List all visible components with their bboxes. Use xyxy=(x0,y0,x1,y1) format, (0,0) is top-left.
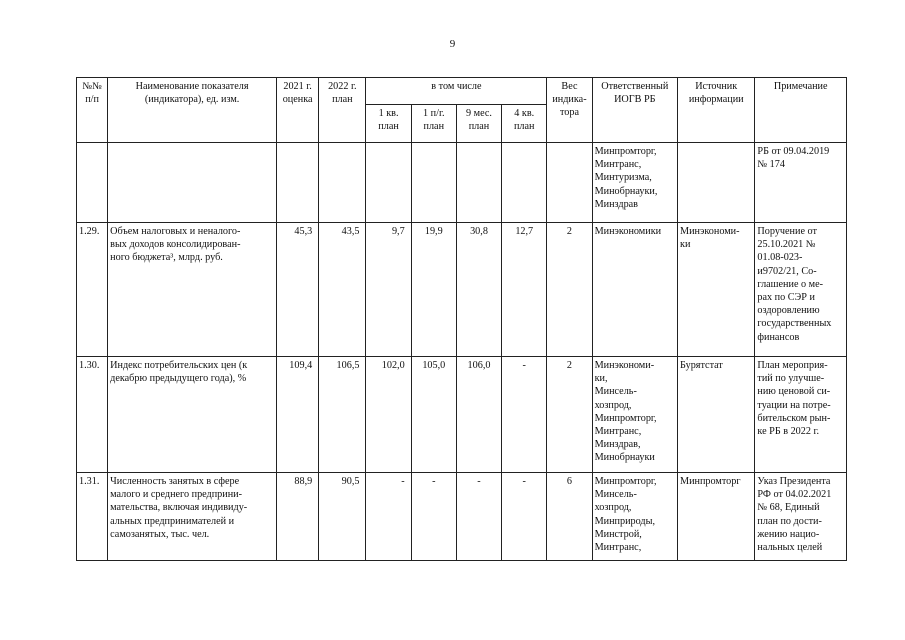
page-number: 9 xyxy=(449,38,456,50)
header-including: в том числе xyxy=(366,78,547,105)
cell-responsible: Минпромторг, Минсель- хозпрод, Минприроды, Минстрой, Минтранс, xyxy=(592,473,677,561)
cell-2022 xyxy=(319,143,366,223)
cell-num xyxy=(77,143,108,223)
cell-2021: 88,9 xyxy=(277,473,319,561)
cell-q1: - xyxy=(366,473,411,561)
table-row xyxy=(77,143,847,223)
cell-2021: 45,3 xyxy=(277,223,319,357)
cell-source: Минэкономи- ки xyxy=(678,223,755,357)
header-q1: 1 кв. план xyxy=(366,105,411,143)
header-num: №№ п/п xyxy=(77,78,108,143)
cell-q4 xyxy=(502,143,547,223)
cell-9m: - xyxy=(456,473,501,561)
cell-q4: - xyxy=(502,473,547,561)
header-2021: 2021 г. оценка xyxy=(277,78,319,143)
cell-9m xyxy=(456,143,501,223)
header-note: Примечание xyxy=(755,78,847,143)
cell-2021 xyxy=(277,143,319,223)
cell-weight xyxy=(547,143,592,223)
cell-responsible: Минэкономики xyxy=(592,223,677,357)
cell-q1 xyxy=(366,143,411,223)
cell-9m: 106,0 xyxy=(456,357,501,473)
table-row xyxy=(77,357,847,473)
cell-2021: 109,4 xyxy=(277,357,319,473)
cell-name: Численность занятых в сфере малого и среднего предприни- мательства, включая индивиду- альных предпринимателей и самозанятых, тыс. чел. xyxy=(108,473,277,561)
header-name: Наименование показателя (индикатора), ед. изм. xyxy=(108,78,277,143)
table-row xyxy=(77,223,847,357)
indicators-table xyxy=(76,77,847,561)
header-source: Источник информации xyxy=(678,78,755,143)
cell-source xyxy=(678,143,755,223)
cell-q4: 12,7 xyxy=(502,223,547,357)
cell-note: План мероприя- тий по улучше- нию ценовой си- туации на потре- бительском рын- ке РБ в 2022 г. xyxy=(755,357,847,473)
cell-h1: 105,0 xyxy=(411,357,456,473)
table-row xyxy=(77,473,847,561)
cell-name: Объем налоговых и неналого- вых доходов консолидирован- ного бюджета³, млрд. руб. xyxy=(108,223,277,357)
cell-num: 1.30. xyxy=(77,357,108,473)
cell-responsible: Минэкономи- ки, Минсель- хозпрод, Минпромторг, Минтранс, Минздрав, Минобрнауки xyxy=(592,357,677,473)
cell-q1: 9,7 xyxy=(366,223,411,357)
cell-source: Бурятстат xyxy=(678,357,755,473)
cell-name: Индекс потребительских цен (к декабрю предыдущего года), % xyxy=(108,357,277,473)
cell-num: 1.31. xyxy=(77,473,108,561)
cell-weight: 6 xyxy=(547,473,592,561)
header-q4: 4 кв. план xyxy=(502,105,547,143)
header-9m: 9 мес. план xyxy=(456,105,501,143)
cell-2022: 90,5 xyxy=(319,473,366,561)
header-row-1 xyxy=(77,78,847,105)
cell-h1 xyxy=(411,143,456,223)
header-weight: Вес индика-тора xyxy=(547,78,592,143)
cell-source: Минпромторг xyxy=(678,473,755,561)
cell-note: Поручение от 25.10.2021 № 01.08-023- и9702/21, Со- глашение о ме- рах по СЭР и оздоровлению государственных финансов xyxy=(755,223,847,357)
cell-name xyxy=(108,143,277,223)
cell-num: 1.29. xyxy=(77,223,108,357)
cell-9m: 30,8 xyxy=(456,223,501,357)
cell-h1: 19,9 xyxy=(411,223,456,357)
cell-2022: 106,5 xyxy=(319,357,366,473)
cell-q1: 102,0 xyxy=(366,357,411,473)
cell-responsible: Минпромторг, Минтранс, Минтуризма, Минобрнауки, Минздрав xyxy=(592,143,677,223)
cell-note: РБ от 09.04.2019 № 174 xyxy=(755,143,847,223)
cell-h1: - xyxy=(411,473,456,561)
cell-2022: 43,5 xyxy=(319,223,366,357)
header-responsible: Ответственный ИОГВ РБ xyxy=(592,78,677,143)
header-2022: 2022 г. план xyxy=(319,78,366,143)
cell-q4: - xyxy=(502,357,547,473)
header-h1: 1 п/г. план xyxy=(411,105,456,143)
cell-note: Указ Президента РФ от 04.02.2021 № 68, Единый план по дости- жению нацио- нальных целей xyxy=(755,473,847,561)
cell-weight: 2 xyxy=(547,357,592,473)
cell-weight: 2 xyxy=(547,223,592,357)
